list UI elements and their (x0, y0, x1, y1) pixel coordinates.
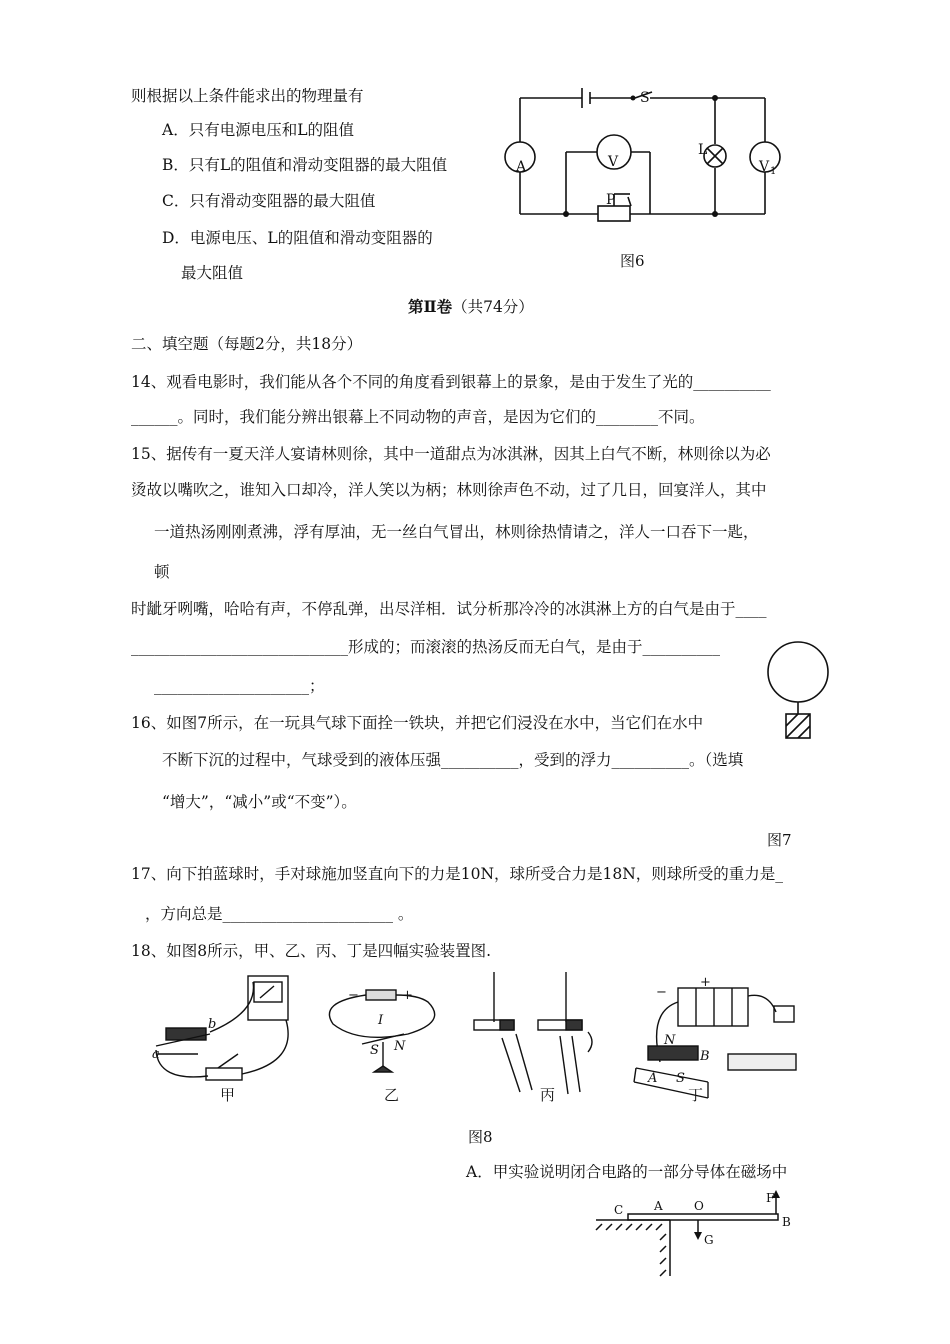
fig8-yi-s-label: S (370, 1043, 379, 1058)
lever-c-label: C (614, 1203, 624, 1217)
fig8-label-bing: 丙 (540, 1086, 556, 1104)
fig8-jia-b-label: b (208, 1017, 217, 1032)
q17-line1: 17、向下拍蓝球时，手对球施加竖直向下的力是10N，球所受合力是18N，则球所受的重力是_ (131, 865, 784, 883)
q13-option-d: D．电源电压、L的阻值和滑动变阻器的 (162, 229, 433, 247)
q13-stem-tail: 则根据以上条件能求出的物理量有 (131, 87, 364, 105)
q14-line2: ______。同时，我们能分辨出银幕上不同动物的声音，是因为它们的________不同。 (131, 408, 705, 426)
q13-option-d-cont: 最大阻值 (181, 264, 244, 282)
part2-heading (408, 297, 534, 317)
q15-line5: 时龇牙咧嘴，哈哈有声，不停乱弹，出尽洋相．试分析那冷冷的冰淇淋上方的白气是由于____ (131, 600, 767, 618)
circuit-diagram-figure6 (500, 80, 790, 230)
voltmeter1-subscript: 1 (770, 166, 777, 177)
fig8-label-yi: 乙 (384, 1086, 400, 1104)
lever-o-label: O (694, 1199, 704, 1213)
ammeter-label: A (516, 159, 527, 175)
q15-line4: 顿 (154, 563, 170, 581)
fig8-ding-n-label: N (664, 1033, 676, 1048)
lamp-label: L (698, 142, 708, 158)
lever-diagram (592, 1188, 802, 1278)
fig8-ding-s-label: S (676, 1071, 685, 1086)
fig8-yi-plus-label: + (402, 988, 413, 1003)
fig8-label-jia: 甲 (220, 1086, 236, 1104)
q15-line3: 一道热汤刚刚煮沸，浮有厚油，无一丝白气冒出，林则徐热情请之，洋人一口吞下一匙， (154, 523, 759, 541)
experiment-yi (329, 990, 434, 1072)
lever-f-label: F (766, 1191, 775, 1205)
figure6-caption: 图6 (620, 252, 645, 270)
lever-rod (628, 1214, 778, 1220)
q16-line3: “增大”，“减小”或“不变”）。 (162, 793, 357, 811)
q15-line7: ____________________； (154, 677, 325, 695)
part2-score: （共74分） (452, 298, 534, 316)
balloon-shape (768, 642, 828, 702)
q14-line1: 14、观看电影时，我们能从各个不同的角度看到银幕上的景象，是由于发生了光的__________ (131, 373, 771, 391)
lever-b-label: B (782, 1215, 791, 1229)
fig8-jia-a-label: a (152, 1047, 160, 1062)
fig8-yi-minus-label: − (348, 988, 359, 1003)
slider-label: P (606, 192, 616, 208)
switch-label: S (640, 90, 650, 106)
q13-option-a: A．只有电源电压和L的阻值 (162, 121, 354, 139)
q18-line1: 18、如图8所示，甲、乙、丙、丁是四幅实验装置图. (131, 942, 492, 960)
q16-line1: 16、如图7所示，在一玩具气球下面拴一铁块，并把它们浸没在水中，当它们在水中 (131, 714, 704, 732)
q15-line1: 15、据传有一夏天洋人宴请林则徐，其中一道甜点为冰淇淋，因其上白气不断，林则徐以为必 (131, 445, 771, 463)
fig8-yi-n-label: N (394, 1039, 406, 1054)
figure8-caption: 图8 (468, 1128, 493, 1146)
q13-option-b: B．只有L的阻值和滑动变阻器的最大阻值 (162, 156, 448, 174)
fig8-ding-plus-label: + (700, 975, 711, 990)
fig8-yi-current-label: I (378, 1013, 384, 1028)
q18-option-a: A．甲实验说明闭合电路的一部分导体在磁场中 (466, 1163, 788, 1181)
lever-a-label: A (654, 1199, 663, 1213)
lever-g-label: G (704, 1233, 714, 1247)
q15-line2: 烫故以嘴吹之，谁知入口却冷，洋人笑以为柄；林则徐声色不动，过了几日，回宴洋人，其中 (131, 481, 767, 499)
balloon-iron-figure7 (760, 636, 840, 748)
voltmeter-label: V (608, 154, 619, 170)
q15-line6: ____________________________形成的；而滚滚的热汤反而无白气，是由于__________ (131, 638, 721, 656)
q13-option-c: C．只有滑动变阻器的最大阻值 (162, 192, 376, 210)
fig8-ding-a-label: A (648, 1071, 658, 1086)
voltmeter1-label: V (759, 159, 770, 175)
experiment-ding (634, 988, 796, 1098)
fig8-ding-b-label: B (700, 1049, 710, 1064)
part2-title: 第Ⅱ卷 (408, 297, 453, 316)
fig8-ding-minus-label: − (656, 985, 667, 1000)
figure7-caption: 图7 (767, 831, 792, 849)
experiment-figure8 (148, 972, 800, 1110)
fig8-label-ding: 丁 (688, 1086, 704, 1104)
q17-line2: ，方向总是______________________ 。 (145, 905, 414, 923)
q16-line2: 不断下沉的过程中，气球受到的液体压强__________，受到的浮力__________。（选填 (162, 751, 744, 769)
experiment-jia (156, 976, 288, 1080)
section2-heading: 二、填空题（每题2分，共18分） (131, 335, 363, 353)
experiment-bing (474, 972, 592, 1094)
